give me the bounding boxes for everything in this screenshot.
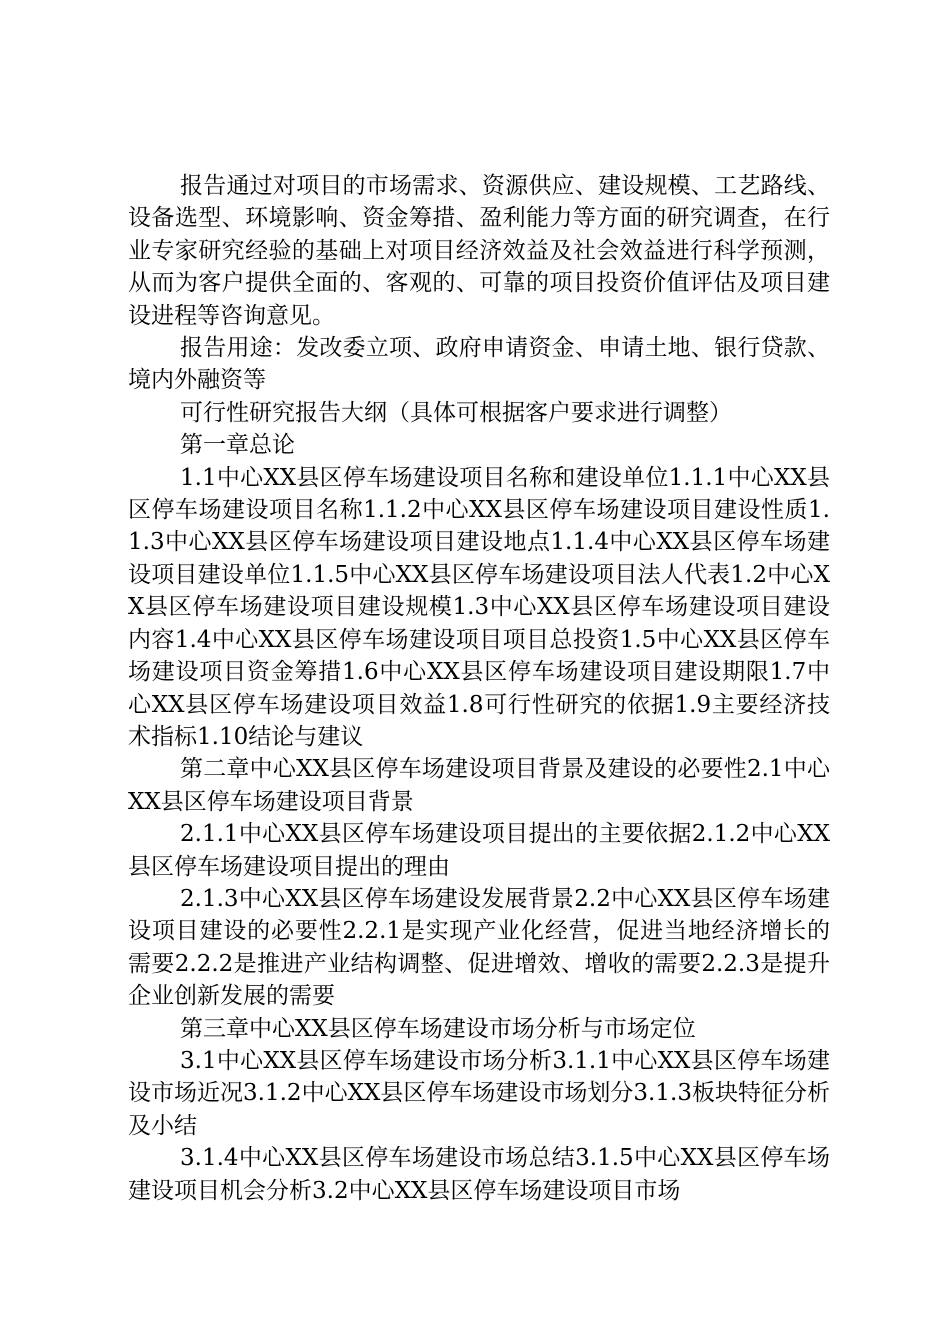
document-page (128, 170, 830, 1207)
intro-paragraph: 报告通过对项目的市场需求、资源供应、建设规模、工艺路线、设备选型、环境影响、资金筹措、盈利能力等方面的研究调查，在行业专家研究经验的基础上对项目经济效益及社会效益进行科学预测，从而为客户提供全面的、客观的、可靠的项目投资价值评估及项目建设进程等咨询意见。 (128, 173, 830, 329)
chapter-3-heading: 第三章中心XX县区停车场建设市场分析与市场定位 (180, 1015, 696, 1042)
report-usage-paragraph: 报告用途：发改委立项、政府申请资金、申请土地、银行贷款、境内外融资等 (128, 335, 830, 394)
chapter-2-contents-b: 2.1.3中心XX县区停车场建设发展背景2.2中心XX县区停车场建设项目建设的必要性2.2.1是实现产业化经营，促进当地经济增长的需要2.2.2是推进产业结构调整、促进增效、增收的需要2.2.3是提升企业创新发展的需要 (128, 885, 830, 1010)
chapter-2-heading: 第二章中心XX县区停车场建设项目背景及建设的必要性2.1中心XX县区停车场建设项目背景 (128, 756, 830, 815)
chapter-2-contents-a: 2.1.1中心XX县区停车场建设项目提出的主要依据2.1.2中心XX县区停车场建设项目提出的理由 (128, 821, 830, 880)
chapter-1-heading: 第一章总论 (180, 432, 295, 459)
chapter-3-contents-a: 3.1中心XX县区停车场建设市场分析3.1.1中心XX县区停车场建设市场近况3.1.2中心XX县区停车场建设市场划分3.1.3板块特征分析及小结 (128, 1047, 830, 1139)
chapter-1-contents: 1.1中心XX县区停车场建设项目名称和建设单位1.1.1中心XX县区停车场建设项目名称1.1.2中心XX县区停车场建设项目建设性质1.1.3中心XX县区停车场建设项目建设地点1.1.4中心XX县区停车场建设项目建设单位1.1.5中心XX县区停车场建设项目法人代表1.2中心XX县区停车场建设项目建设规模1.3中心XX县区停车场建设项目建设内容1.4中心XX县区停车场建设项目项目总投资1.5中心XX县区停车场建设项目资金筹措1.6中心XX县区停车场建设项目建设期限1.7中心XX县区停车场建设项目效益1.8可行性研究的依据1.9主要经济技术指标1.10结论与建议 (128, 464, 830, 750)
outline-title: 可行性研究报告大纲（具体可根据客户要求进行调整） (180, 399, 732, 426)
chapter-3-contents-b: 3.1.4中心XX县区停车场建设市场总结3.1.5中心XX县区停车场建设项目机会分析3.2中心XX县区停车场建设项目市场 (128, 1145, 830, 1204)
